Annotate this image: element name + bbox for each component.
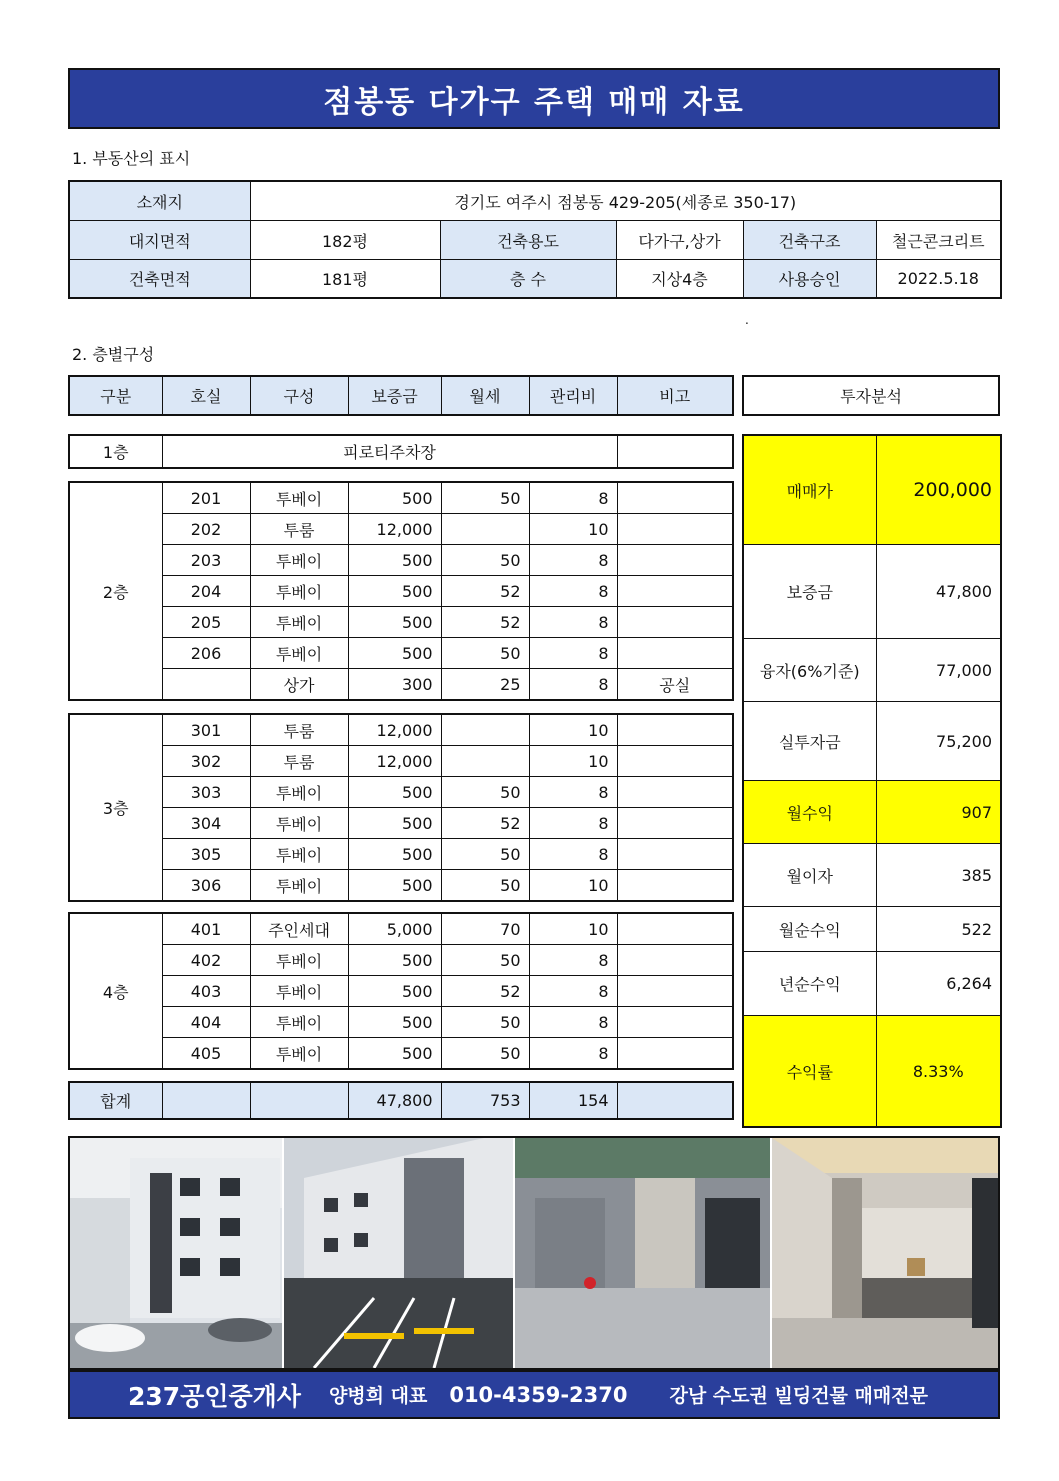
floor3-type: 투베이 (250, 808, 348, 839)
use-value: 다가구,상가 (616, 221, 743, 260)
header-type: 구성 (250, 376, 348, 415)
approval-label: 사용승인 (743, 260, 876, 299)
actual-value: 75,200 (876, 702, 1001, 781)
floor4-deposit: 500 (348, 1038, 441, 1070)
loan-value: 77,000 (876, 639, 1001, 702)
floor3-rent: 52 (441, 808, 529, 839)
table-row (69, 870, 733, 902)
floor3-room: 304 (162, 808, 250, 839)
floor2-rent (441, 514, 529, 545)
building-area-label: 건축면적 (69, 260, 250, 299)
table-row (69, 638, 733, 669)
footer-phone: 010-4359-2370 (449, 1382, 628, 1407)
inv-deposit-label: 보증금 (743, 545, 876, 639)
floor4-rent: 70 (441, 913, 529, 945)
floor4-room: 405 (162, 1038, 250, 1070)
floor3-room: 303 (162, 777, 250, 808)
floor3-room: 305 (162, 839, 250, 870)
total-type (250, 1082, 348, 1119)
net-monthly-label: 월순수익 (743, 907, 876, 952)
floor2-fee: 8 (529, 576, 617, 607)
table-row (69, 808, 733, 839)
floor4-fee: 8 (529, 976, 617, 1007)
floor4-deposit: 500 (348, 976, 441, 1007)
floor3-deposit: 500 (348, 839, 441, 870)
floor4-type: 투베이 (250, 976, 348, 1007)
floor2-note (617, 607, 733, 638)
floor3-fee: 10 (529, 870, 617, 902)
floor3-room: 301 (162, 714, 250, 746)
interest-value: 385 (876, 844, 1001, 907)
floor2-fee: 8 (529, 607, 617, 638)
floor2-note (617, 638, 733, 669)
floor4-deposit: 500 (348, 1007, 441, 1038)
floor-header-table (68, 375, 734, 416)
floor3-deposit: 500 (348, 870, 441, 902)
invest-table (742, 434, 1002, 1128)
floor-3-table (68, 713, 734, 902)
yield-value: 8.33% (876, 1016, 1001, 1128)
floor3-deposit: 12,000 (348, 746, 441, 777)
photo-strip (68, 1136, 1000, 1370)
floor3-note (617, 746, 733, 777)
footer-bar (68, 1370, 1000, 1419)
actual-label: 실투자금 (743, 702, 876, 781)
floor3-type: 투베이 (250, 870, 348, 902)
photo-building-front (70, 1138, 284, 1368)
floor2-room: 206 (162, 638, 250, 669)
floor4-note (617, 913, 733, 945)
floor3-fee: 10 (529, 746, 617, 777)
section-2-label: 2. 층별구성 (72, 345, 155, 364)
land-area-label: 대지면적 (69, 221, 250, 260)
floor3-room: 306 (162, 870, 250, 902)
floor2-label: 2층 (69, 482, 162, 700)
table-row (69, 576, 733, 607)
floor2-fee: 8 (529, 482, 617, 514)
floor2-fee: 8 (529, 638, 617, 669)
floor2-type: 투베이 (250, 576, 348, 607)
floor4-rent: 52 (441, 976, 529, 1007)
page-title: 점봉동 다가구 주택 매매 자료 (68, 68, 1000, 129)
floor3-type: 투룸 (250, 746, 348, 777)
floor2-deposit: 500 (348, 545, 441, 576)
table-row (69, 945, 733, 976)
floor4-note (617, 1038, 733, 1070)
floor3-room: 302 (162, 746, 250, 777)
floor2-deposit: 500 (348, 576, 441, 607)
floor2-deposit: 12,000 (348, 514, 441, 545)
floor4-note (617, 976, 733, 1007)
floor2-fee: 8 (529, 545, 617, 576)
floors-value: 지상4층 (616, 260, 743, 299)
price-label: 매매가 (743, 435, 876, 545)
total-rent: 753 (441, 1082, 529, 1119)
floor4-note (617, 1007, 733, 1038)
floor4-rent: 50 (441, 945, 529, 976)
structure-value: 철근콘크리트 (876, 221, 1001, 260)
header-rent: 월세 (441, 376, 529, 415)
floor3-rent (441, 714, 529, 746)
structure-label: 건축구조 (743, 221, 876, 260)
approval-value: 2022.5.18 (876, 260, 1001, 299)
table-row (69, 839, 733, 870)
floor2-note (617, 545, 733, 576)
floor-1-label: 1층 (69, 435, 162, 468)
floor2-rent: 25 (441, 669, 529, 701)
floor2-room (162, 669, 250, 701)
floor-1-desc: 피로티주차장 (162, 435, 617, 468)
floor3-type: 투룸 (250, 714, 348, 746)
invest-header-table (742, 375, 1000, 416)
floor3-rent: 50 (441, 839, 529, 870)
net-yearly-value: 6,264 (876, 952, 1001, 1016)
floor-4-table (68, 912, 734, 1070)
total-fee: 154 (529, 1082, 617, 1119)
header-room: 호실 (162, 376, 250, 415)
floor2-room: 202 (162, 514, 250, 545)
floor3-fee: 10 (529, 714, 617, 746)
inv-deposit-value: 47,800 (876, 545, 1001, 639)
floor2-rent: 50 (441, 482, 529, 514)
footer-company: 237공인중개사 (128, 1381, 301, 1411)
floor2-rent: 52 (441, 576, 529, 607)
table-row (69, 482, 733, 514)
floor4-room: 402 (162, 945, 250, 976)
floor3-fee: 8 (529, 808, 617, 839)
total-label: 합계 (69, 1082, 162, 1119)
table-row (69, 746, 733, 777)
floor2-deposit: 300 (348, 669, 441, 701)
table-row (69, 777, 733, 808)
photo-lobby-elevator (515, 1138, 772, 1368)
floor4-room: 401 (162, 913, 250, 945)
footer-rep: 양병희 대표 (328, 1385, 428, 1407)
floor2-type: 투베이 (250, 545, 348, 576)
table-row (69, 514, 733, 545)
header-note: 비고 (617, 376, 733, 415)
floor3-type: 투베이 (250, 839, 348, 870)
floor3-note (617, 808, 733, 839)
total-table (68, 1081, 734, 1120)
photo-hallway (772, 1138, 998, 1368)
floor3-deposit: 500 (348, 808, 441, 839)
floor2-room: 204 (162, 576, 250, 607)
floor-1-note (617, 435, 733, 468)
floor3-note (617, 777, 733, 808)
floor4-note (617, 945, 733, 976)
floor2-room: 201 (162, 482, 250, 514)
use-label: 건축용도 (440, 221, 616, 260)
floor4-fee: 8 (529, 945, 617, 976)
floor3-type: 투베이 (250, 777, 348, 808)
header-fee: 관리비 (529, 376, 617, 415)
floor3-note (617, 839, 733, 870)
header-deposit: 보증금 (348, 376, 441, 415)
footer-specialty: 강남 수도권 빌딩건물 매매전문 (669, 1385, 928, 1407)
floor3-fee: 8 (529, 777, 617, 808)
floor2-type: 투베이 (250, 607, 348, 638)
floor2-note (617, 482, 733, 514)
table-row (69, 669, 733, 701)
monthly-value: 907 (876, 781, 1001, 844)
total-note (617, 1082, 733, 1119)
table-row (69, 714, 733, 746)
total-room (162, 1082, 250, 1119)
floor2-deposit: 500 (348, 607, 441, 638)
floor2-fee: 10 (529, 514, 617, 545)
floor2-type: 투베이 (250, 482, 348, 514)
floor2-type: 투룸 (250, 514, 348, 545)
floor2-note (617, 576, 733, 607)
loan-label: 융자(6%기준) (743, 639, 876, 702)
floor2-rent: 50 (441, 638, 529, 669)
table-row (69, 1007, 733, 1038)
dot-mark: . (745, 313, 749, 327)
floor2-deposit: 500 (348, 638, 441, 669)
floor2-deposit: 500 (348, 482, 441, 514)
floor2-note: 공실 (617, 669, 733, 701)
yield-label: 수익률 (743, 1016, 876, 1128)
price-value: 200,000 (876, 435, 1001, 545)
building-area-value: 181평 (250, 260, 440, 299)
floor4-rent: 50 (441, 1038, 529, 1070)
net-monthly-value: 522 (876, 907, 1001, 952)
floor4-label: 4층 (69, 913, 162, 1069)
floor3-note (617, 870, 733, 902)
interest-label: 월이자 (743, 844, 876, 907)
photo-building-parking (284, 1138, 516, 1368)
floor4-fee: 10 (529, 913, 617, 945)
floor3-note (617, 714, 733, 746)
total-deposit: 47,800 (348, 1082, 441, 1119)
floor4-type: 투베이 (250, 1007, 348, 1038)
floor3-label: 3층 (69, 714, 162, 901)
table-row (69, 976, 733, 1007)
floor2-type: 상가 (250, 669, 348, 701)
table-row (69, 607, 733, 638)
floor3-fee: 8 (529, 839, 617, 870)
floor4-room: 403 (162, 976, 250, 1007)
floor4-fee: 8 (529, 1007, 617, 1038)
property-table (68, 180, 1002, 299)
table-row (69, 545, 733, 576)
header-division: 구분 (69, 376, 162, 415)
monthly-label: 월수익 (743, 781, 876, 844)
table-row (69, 913, 733, 945)
floor2-room: 203 (162, 545, 250, 576)
floor-2-table (68, 481, 734, 701)
floor2-rent: 50 (441, 545, 529, 576)
floor4-type: 투베이 (250, 1038, 348, 1070)
floor3-rent: 50 (441, 777, 529, 808)
floor-1-table (68, 434, 734, 469)
floor2-type: 투베이 (250, 638, 348, 669)
location-label: 소재지 (69, 181, 250, 221)
floor2-rent: 52 (441, 607, 529, 638)
floor4-type: 투베이 (250, 945, 348, 976)
floor4-type: 주인세대 (250, 913, 348, 945)
floor3-rent: 50 (441, 870, 529, 902)
floor2-room: 205 (162, 607, 250, 638)
floor3-deposit: 500 (348, 777, 441, 808)
floor2-fee: 8 (529, 669, 617, 701)
location-value: 경기도 여주시 점봉동 429-205(세종로 350-17) (250, 181, 1001, 221)
floor4-rent: 50 (441, 1007, 529, 1038)
invest-header: 투자분석 (743, 376, 999, 415)
floor3-rent (441, 746, 529, 777)
floor3-deposit: 12,000 (348, 714, 441, 746)
section-1-label: 1. 부동산의 표시 (72, 149, 191, 168)
floor4-room: 404 (162, 1007, 250, 1038)
floors-label: 층 수 (440, 260, 616, 299)
land-area-value: 182평 (250, 221, 440, 260)
floor4-deposit: 5,000 (348, 913, 441, 945)
net-yearly-label: 년순수익 (743, 952, 876, 1016)
floor4-fee: 8 (529, 1038, 617, 1070)
floor4-deposit: 500 (348, 945, 441, 976)
floor2-note (617, 514, 733, 545)
table-row (69, 1038, 733, 1070)
